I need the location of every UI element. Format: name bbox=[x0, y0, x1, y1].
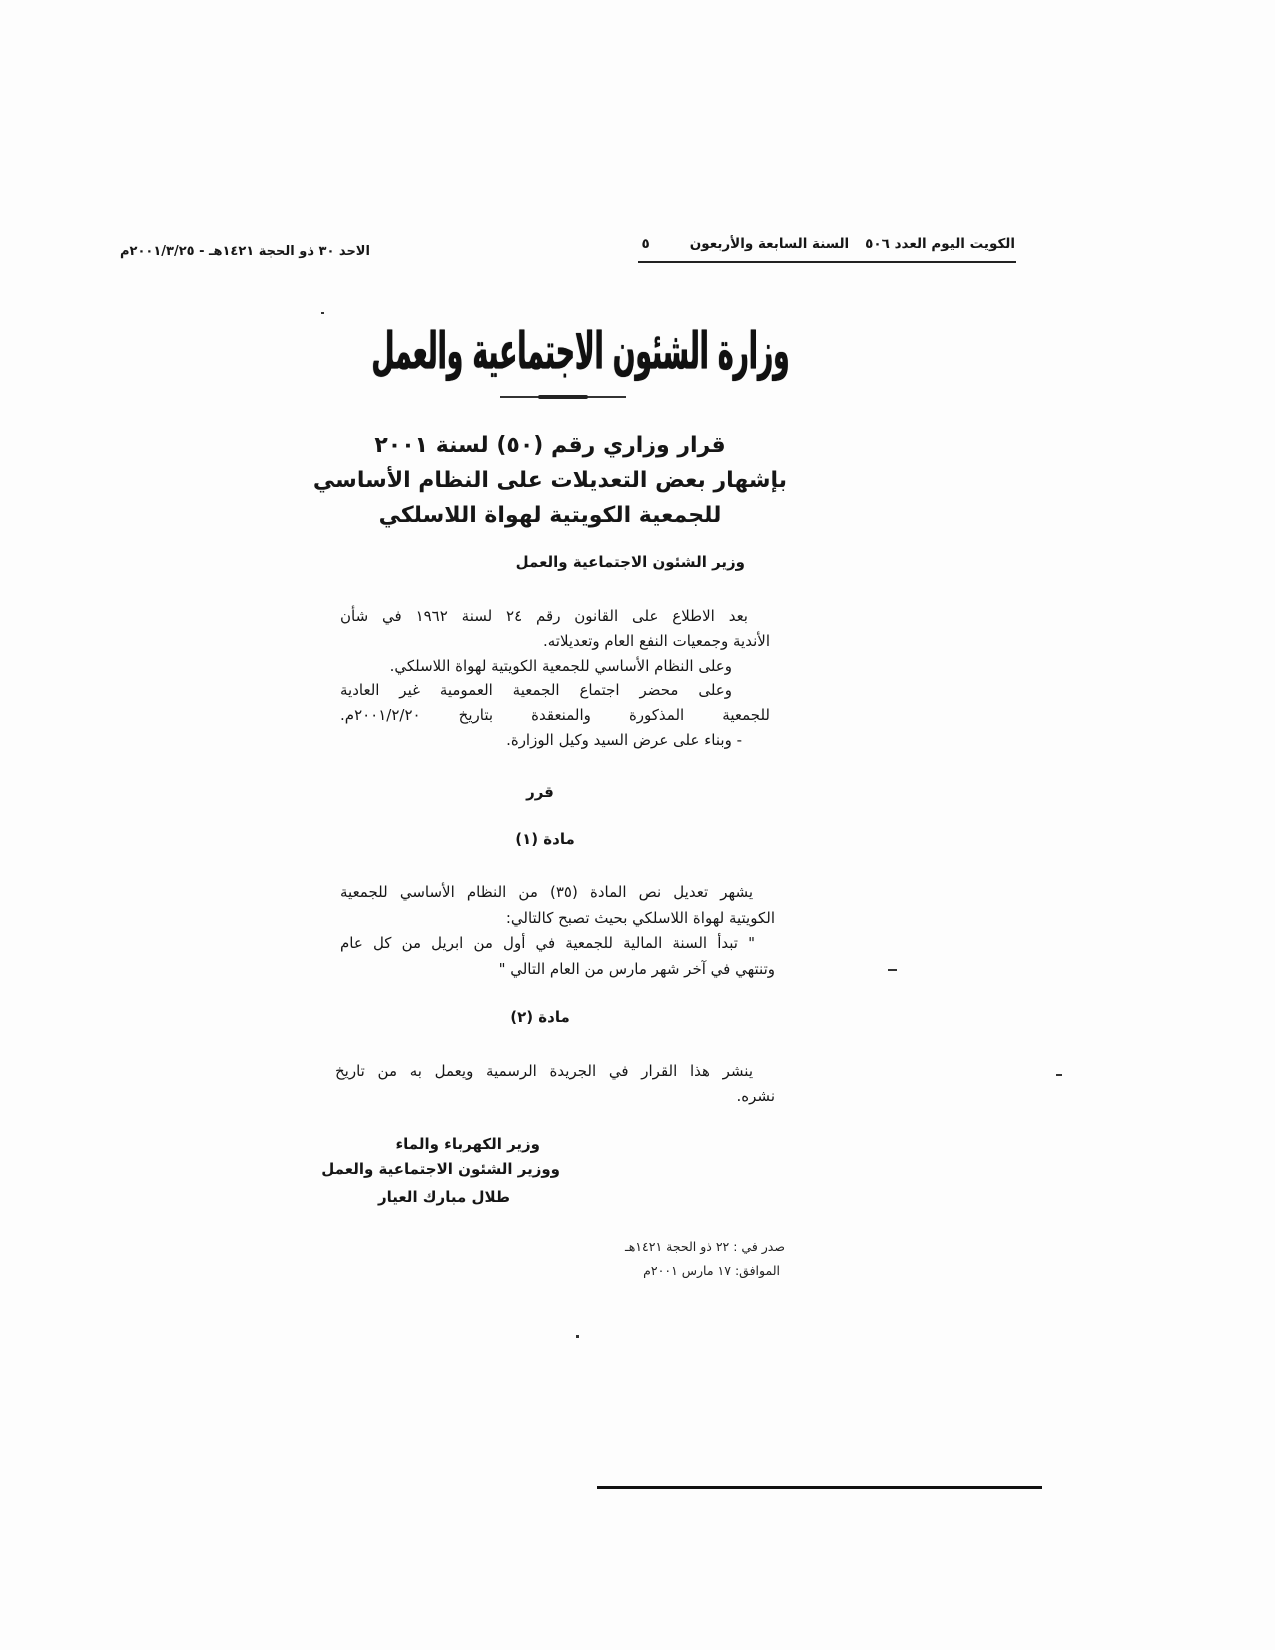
article-line: " تبدأ السنة المالية للجمعية في أول من ابريل من كل عام bbox=[340, 934, 755, 953]
preamble-line: للجمعية المذكورة والمنعقدة بتاريخ ٢٠٠١/٢/٢٠م. bbox=[340, 706, 770, 725]
article-line: يشهر تعديل نص المادة (٣٥) من النظام الأساسي للجمعية bbox=[340, 883, 753, 901]
preamble bbox=[340, 604, 770, 753]
preamble-line: - وبناء على عرض السيد وكيل الوزارة. bbox=[506, 730, 742, 749]
preamble-line: وعلى النظام الأساسي للجمعية الكويتية لهواة اللاسلكي. bbox=[389, 656, 732, 675]
preamble-line: وعلى محضر اجتماع الجمعية العمومية غير العادية bbox=[340, 681, 732, 700]
issue-date-hijri: صدر في : ٢٢ ذو الحجة ١٤٢١هـ bbox=[625, 1239, 785, 1254]
issuing-minister: وزير الشئون الاجتماعية والعمل bbox=[515, 553, 745, 571]
article-line: نشره. bbox=[736, 1086, 775, 1105]
ministry-logo bbox=[370, 312, 790, 392]
footer-rule bbox=[597, 1486, 1042, 1489]
signatory-title: وزير الكهرباء والماء bbox=[395, 1135, 540, 1153]
ministry-logo-text: وزارة الشئون الاجتماعية والعمل bbox=[370, 322, 790, 382]
logo-divider-ornament bbox=[538, 395, 588, 399]
decided-heading: قرر bbox=[526, 783, 554, 801]
decree-title-line: قرار وزاري رقم (٥٠) لسنة ٢٠٠١ bbox=[374, 433, 726, 458]
article-heading: مادة (٢) bbox=[510, 1008, 570, 1026]
gazette-header bbox=[641, 236, 1015, 252]
scan-speck bbox=[1056, 1074, 1062, 1076]
header-date: الاحد ٣٠ ذو الحجة ١٤٢١هـ - ٢٠٠١/٣/٢٥م bbox=[120, 244, 370, 259]
signatory-title: ووزير الشئون الاجتماعية والعمل bbox=[321, 1160, 560, 1178]
preamble-line: الأندية وجمعيات النفع العام وتعديلاته. bbox=[542, 631, 770, 650]
scan-speck bbox=[888, 969, 897, 971]
gazette-year: السنة السابعة والأربعون bbox=[689, 236, 850, 252]
preamble-line: بعد الاطلاع على القانون رقم ٢٤ لسنة ١٩٦٢ في شأن bbox=[340, 607, 748, 625]
decree-title-line: للجمعية الكويتية لهواة اللاسلكي bbox=[378, 503, 722, 528]
scan-speck bbox=[321, 312, 324, 314]
article-line: الكويتية لهواة اللاسلكي بحيث تصبح كالتالي: bbox=[505, 908, 775, 927]
article-heading: مادة (١) bbox=[515, 830, 575, 848]
issue-date-gregorian: الموافق: ١٧ مارس ٢٠٠١م bbox=[643, 1263, 780, 1278]
decree-title-line: بإشهار بعض التعديلات على النظام الأساسي bbox=[312, 468, 788, 493]
article-line: ينشر هذا القرار في الجريدة الرسمية ويعمل به من تاريخ bbox=[335, 1062, 753, 1080]
header-rule bbox=[638, 261, 1016, 263]
article-body bbox=[335, 1059, 775, 1108]
article-line: وتنتهي في آخر شهر مارس من العام التالي " bbox=[498, 959, 775, 978]
signatory-name: طلال مبارك العيار bbox=[377, 1188, 510, 1206]
page-number: ٥ bbox=[641, 236, 650, 252]
gazette-issue: الكويت اليوم العدد ٥٠٦ bbox=[865, 236, 1015, 252]
scan-speck bbox=[576, 1335, 579, 1338]
article-body bbox=[340, 880, 775, 982]
decree-title bbox=[300, 428, 800, 533]
